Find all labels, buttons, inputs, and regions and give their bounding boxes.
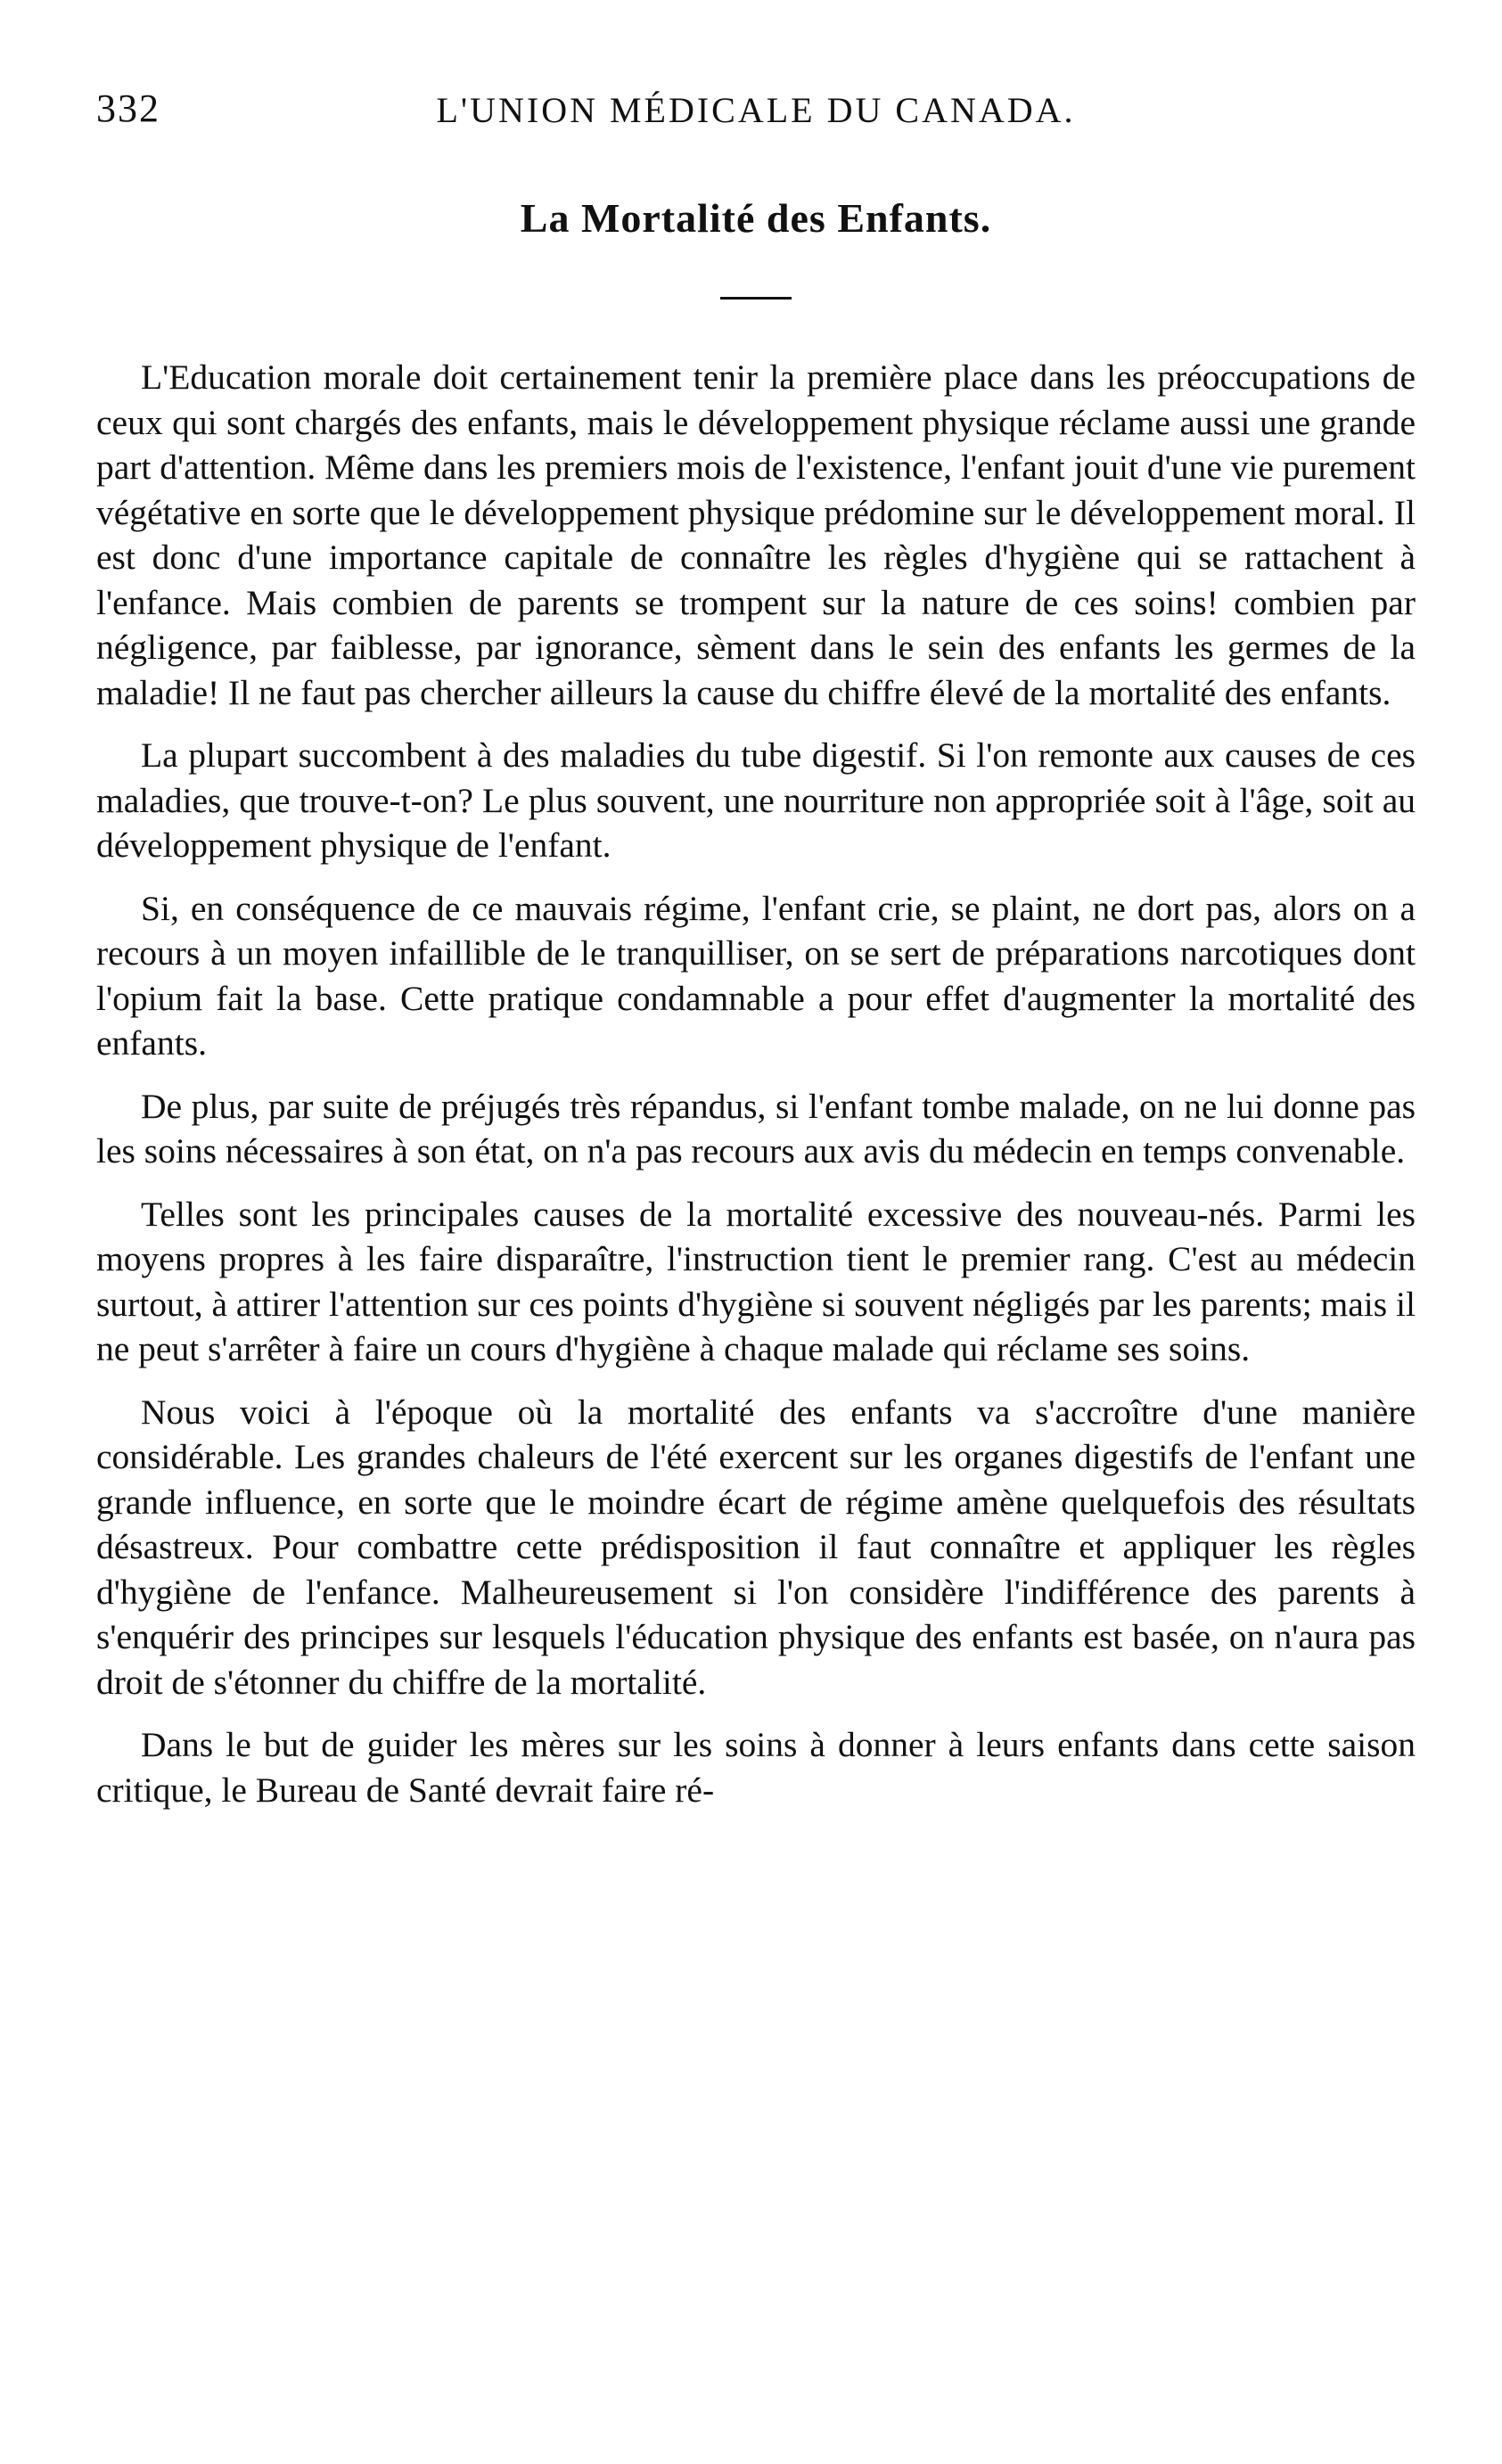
paragraph-6: Nous voici à l'époque où la mortalité des enfants va s'accroître d'une manière considérable. Les grandes chaleurs de l'été exercent sur les organes digestifs de l'enfant une grande influence, en sorte que le moindre écart de régime amène quelquefois des résultats désastreux. Pour combattre cette prédisposition il faut connaître et appliquer les règles d'hygiène de l'enfance. Malheureusement si l'on considère l'indifférence des parents à s'enquérir des principes sur lesquels l'éducation physique des enfants est basée, on n'aura pas droit de s'étonner du chiffre de la mortalité. [96, 1392, 1416, 1702]
article-body [96, 355, 1416, 1812]
title-divider [720, 297, 792, 300]
paragraph-2: La plupart succombent à des maladies du tube digestif. Si l'on remonte aux causes de ces maladies, que trouve-t-on? Le plus souvent, une nourriture non appropriée soit à l'âge, soit au développement physique de l'enfant. [96, 735, 1416, 865]
paragraph-3: Si, en conséquence de ce mauvais régime, l'enfant crie, se plaint, ne dort pas, alors on a recours à un moyen infaillible de le tranquilliser, on se sert de préparations narcotiques dont l'opium fait la base. Cette pratique condamnable a pour effet d'augmenter la mortalité des enfants. [96, 888, 1416, 1063]
running-header [96, 86, 1416, 148]
document-page [96, 86, 1416, 1830]
paragraph-5: Telles sont les principales causes de la mortalité excessive des nouveau-nés. Parmi les moyens propres à les faire disparaître, l'instruction tient le premier rang. C'est au médecin surtout, à attirer l'attention sur ces points d'hygiène si souvent négligés par les parents; mais il ne peut s'arrêter à faire un cours d'hygiène à chaque malade qui réclame ses soins. [96, 1194, 1416, 1368]
paragraph-7: Dans le but de guider les mères sur les soins à donner à leurs enfants dans cette saison critique, le Bureau de Santé devrait faire ré- [96, 1725, 1416, 1810]
journal-title: L'UNION MÉDICALE DU CANADA. [436, 90, 1076, 130]
page-number: 332 [96, 86, 160, 130]
paragraph-4: De plus, par suite de préjugés très répandus, si l'enfant tombe malade, on ne lui donne pas les soins nécessaires à son état, on n'a pas recours aux avis du médecin en temps convenable. [96, 1086, 1416, 1170]
article-title: La Mortalité des Enfants. [520, 195, 992, 241]
paragraph-1: L'Education morale doit certainement tenir la première place dans les préoccupations de ceux qui sont chargés des enfants, mais le développement physique réclame aussi une grande part d'attention. Même dans les premiers mois de l'existence, l'enfant jouit d'une vie purement végétative en sorte que le développement physique prédomine sur le développement moral. Il est donc d'une importance capitale de connaître les règles d'hygiène qui se rattachent à l'enfance. Mais combien de parents se trompent sur la nature de ces soins! combien par négligence, par faiblesse, par ignorance, sèment dans le sein des enfants les germes de la maladie! Il ne faut pas chercher ailleurs la cause du chiffre élevé de la mortalité des enfants. [96, 357, 1416, 712]
